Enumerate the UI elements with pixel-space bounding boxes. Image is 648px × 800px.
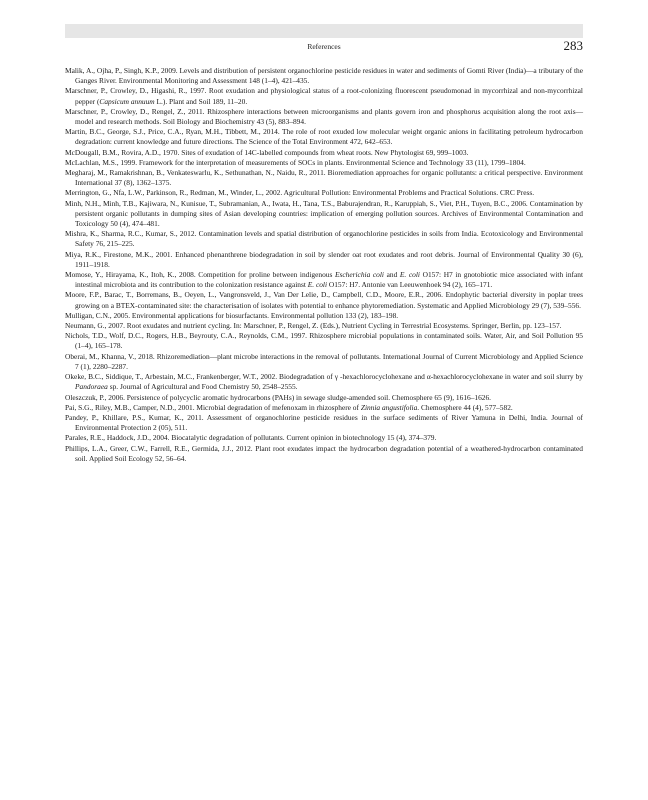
section-title: References (307, 42, 341, 51)
reference-entry (65, 331, 583, 351)
reference-text: Marschner, P., Crowley, D., Rengel, Z., 2011. Rhizosphere interactions between microorganisms and plants govern iron and phosphorus acquisition along the root axis—model and research methods. Soil Biology and Biochemistry 43 (5), 883–894. (65, 106, 583, 127)
reference-text: O157: H7 in gnotobiotic mice associated with infant intestinal microbiota and its contribution to the colonization resistance against (75, 270, 584, 290)
reference-text: McDougall, B.M., Rovira, A.D., 1970. Sites of exudation of 14C-labelled compounds from wheat roots. New Phytologist 69, 999–1003. (65, 147, 469, 157)
reference-entry (65, 290, 583, 310)
reference-text: Mishra, K., Sharma, R.C., Kumar, S., 2012. Contamination levels and spatial distribution of organochlorine pesticides in soils from India. Ecotoxicology and Environmental Safety 76, 215–225. (65, 229, 583, 249)
reference-text: Nichols, T.D., Wolf, D.C., Rogers, H.B., Beyrouty, C.A., Reynolds, C.M., 1997. Rhizosphere microbial populations in contaminated soils. Water, Air, and Soil Pollution 95 (1–4), 165–178. (65, 331, 583, 351)
reference-text: sp. Journal of Agricultural and Food Chemistry 50, 2548–2555. (107, 382, 298, 392)
reference-entry (65, 86, 583, 106)
reference-text: Mulligan, C.N., 2005. Environmental applications for biosurfactants. Environmental pollution 133 (2), 183–198. (65, 310, 399, 320)
reference-entry (65, 148, 583, 158)
reference-italic-text: E. coli (399, 270, 420, 280)
reference-entry (65, 321, 583, 331)
reference-text: Megharaj, M., Ramakrishnan, B., Venkateswarlu, K., Sethunathan, N., Naidu, R., 2011. Bioremediation approaches for organic pollutants: a critical perspective. Environment International 37 (8), 1362–1375. (65, 168, 583, 188)
reference-entry (65, 352, 583, 372)
reference-text: Pai, S.G., Riley, M.B., Camper, N.D., 2001. Microbial degradation of mefenoxam in rhizosphere of (65, 402, 361, 412)
reference-entry (65, 229, 583, 249)
reference-entry (65, 311, 583, 321)
reference-entry (65, 393, 583, 403)
reference-entry (65, 413, 583, 433)
reference-entry (65, 250, 583, 270)
reference-entry (65, 107, 583, 127)
reference-text: Minh, N.H., Minh, T.B., Kajiwara, N., Kunisue, T., Subramanian, A., Iwata, H., Tana, T.S., Baburajendran, R., Karuppiah, S., Viet, P.H., Tuyen, B.C., 2006. Contamination by persistent organic pollutants in dumping sites of Asian developing countries: implication of emerging pollution sources. Archives of Environmental Contamination and Toxicology 50 (4), 474–481. (65, 198, 583, 229)
reference-entry (65, 270, 583, 290)
header-bar (65, 24, 583, 38)
reference-text: Miya, R.K., Firestone, M.K., 2001. Enhanced phenanthrene biodegradation in soil by slender oat root exudates and root debris. Journal of Environmental Quality 30 (6), 1911–1918. (65, 249, 583, 269)
reference-text: Neumann, G., 2007. Root exudates and nutrient cycling. In: Marschner, P., Rengel, Z. (Eds.), Nutrient Cycling in Terrestrial Ecosystems. Springer, Berlin, pp. 123–157. (65, 321, 562, 331)
reference-text: Malik, A., Ojha, P., Singh, K.P., 2009. Levels and distribution of persistent organochlorine pesticide residues in water and sediments of Gomti River (India)—a tributary of the Ganges River. Environmental Monitoring and Assessment 148 (1–4), 421–435. (65, 66, 583, 86)
reference-text: Oberai, M., Khanna, V., 2018. Rhizoremediation—plant microbe interactions in the removal of pollutants. International Journal of Current Microbiology and Applied Science 7 (1), 2280–2287. (65, 351, 583, 371)
reference-text: Okeke, B.C., Siddique, T., Arbestain, M.C., Frankenberger, W.T., 2002. Biodegradation of γ -hexachlorocyclohexane and α-hexachlorocyclohexane in water and soil slurry by (65, 372, 583, 382)
reference-text: Parales, R.E., Haddock, J.D., 2004. Biocatalytic degradation of pollutants. Current opinion in biotechnology 15 (4), 374–379. (65, 433, 437, 443)
reference-entry (65, 372, 583, 392)
reference-text: and (384, 270, 400, 280)
reference-entry (65, 188, 583, 198)
reference-entry (65, 158, 583, 168)
reference-text: Moore, F.P., Barac, T., Borremans, B., Oeyen, L., Vangronsveld, J., Van Der Lelie, D., Campbell, C.D., Moore, E.R., 2006. Endophytic bacterial diversity in poplar trees growing on a BTEX-contaminated site: the characterisation of isolates with potential to enhance phytoremediation. Systematic and Applied Microbiology 29 (7), 539–556. (65, 290, 583, 310)
reference-text: . Chemosphere 44 (4), 577–582. (417, 402, 513, 412)
reference-entry (65, 403, 583, 413)
reference-text: Oleszczuk, P., 2006. Persistence of polycyclic aromatic hydrocarbons (PAHs) in sewage sludge-amended soil. Chemosphere 65 (9), 1616–1626. (65, 392, 492, 402)
reference-entry (65, 66, 583, 86)
reference-entry (65, 433, 583, 443)
page-number: 283 (563, 38, 583, 53)
reference-italic-text: Capsicum annuum (99, 96, 155, 106)
reference-text: Merrington, G., Nfa, L.W., Parkinson, R., Redman, M., Winder, L., 2002. Agricultural Pollution: Environmental Problems and Practical Solutions. CRC Press. (65, 188, 535, 198)
reference-text: Marschner, P., Crowley, D., Higashi, R., 1997. Root exudation and physiological status of a root-colonizing fluorescent pseudomonad in mycorrhizal and non-mycorrhizal pepper ( (65, 86, 583, 106)
reference-text: Pandey, P., Khillare, P.S., Kumar, K., 2011. Assessment of organochlorine pesticide residues in the surface sediments of River Yamuna in Delhi, India. Journal of Environmental Protection 2 (05), 511. (65, 412, 583, 433)
reference-list (65, 66, 583, 464)
reference-entry (65, 127, 583, 147)
reference-text: Momose, Y., Hirayama, K., Itoh, K., 2008. Competition for proline between indigenous (65, 270, 335, 280)
running-head (65, 38, 583, 60)
reference-italic-text: Escherichia coli (334, 270, 384, 280)
reference-italic-text: E. coli (307, 280, 328, 290)
reference-entry (65, 168, 583, 188)
reference-text: Martin, B.C., George, S.J., Price, C.A., Ryan, M.H., Tibbett, M., 2014. The role of root exuded low molecular weight organic anions in facilitating petroleum hydrocarbon degradation: current knowledge and future directions. The Science of the Total Environment 472, 642–653. (65, 127, 583, 147)
reference-text: McLachlan, M.S., 1999. Framework for the interpretation of measurements of SOCs in plants. Environmental Science and Technology 33 (11), 1799–1804. (65, 157, 526, 167)
reference-text: O157: H7. Antonie van Leeuwenhoek 94 (2), 165–171. (327, 280, 493, 290)
reference-entry (65, 444, 583, 464)
reference-entry (65, 199, 583, 230)
reference-text: Phillips, L.A., Greer, C.W., Farrell, R.E., Germida, J.J., 2012. Plant root exudates impact the hydrocarbon degradation potential of a weathered-hydrocarbon contaminated soil. Applied Soil Ecology 52, 56–64. (65, 443, 583, 463)
reference-italic-text: Pandoraea (75, 382, 108, 392)
reference-italic-text: Zinnia angustifolia (360, 402, 418, 412)
reference-text: L.). Plant and Soil 189, 11–20. (154, 96, 248, 106)
